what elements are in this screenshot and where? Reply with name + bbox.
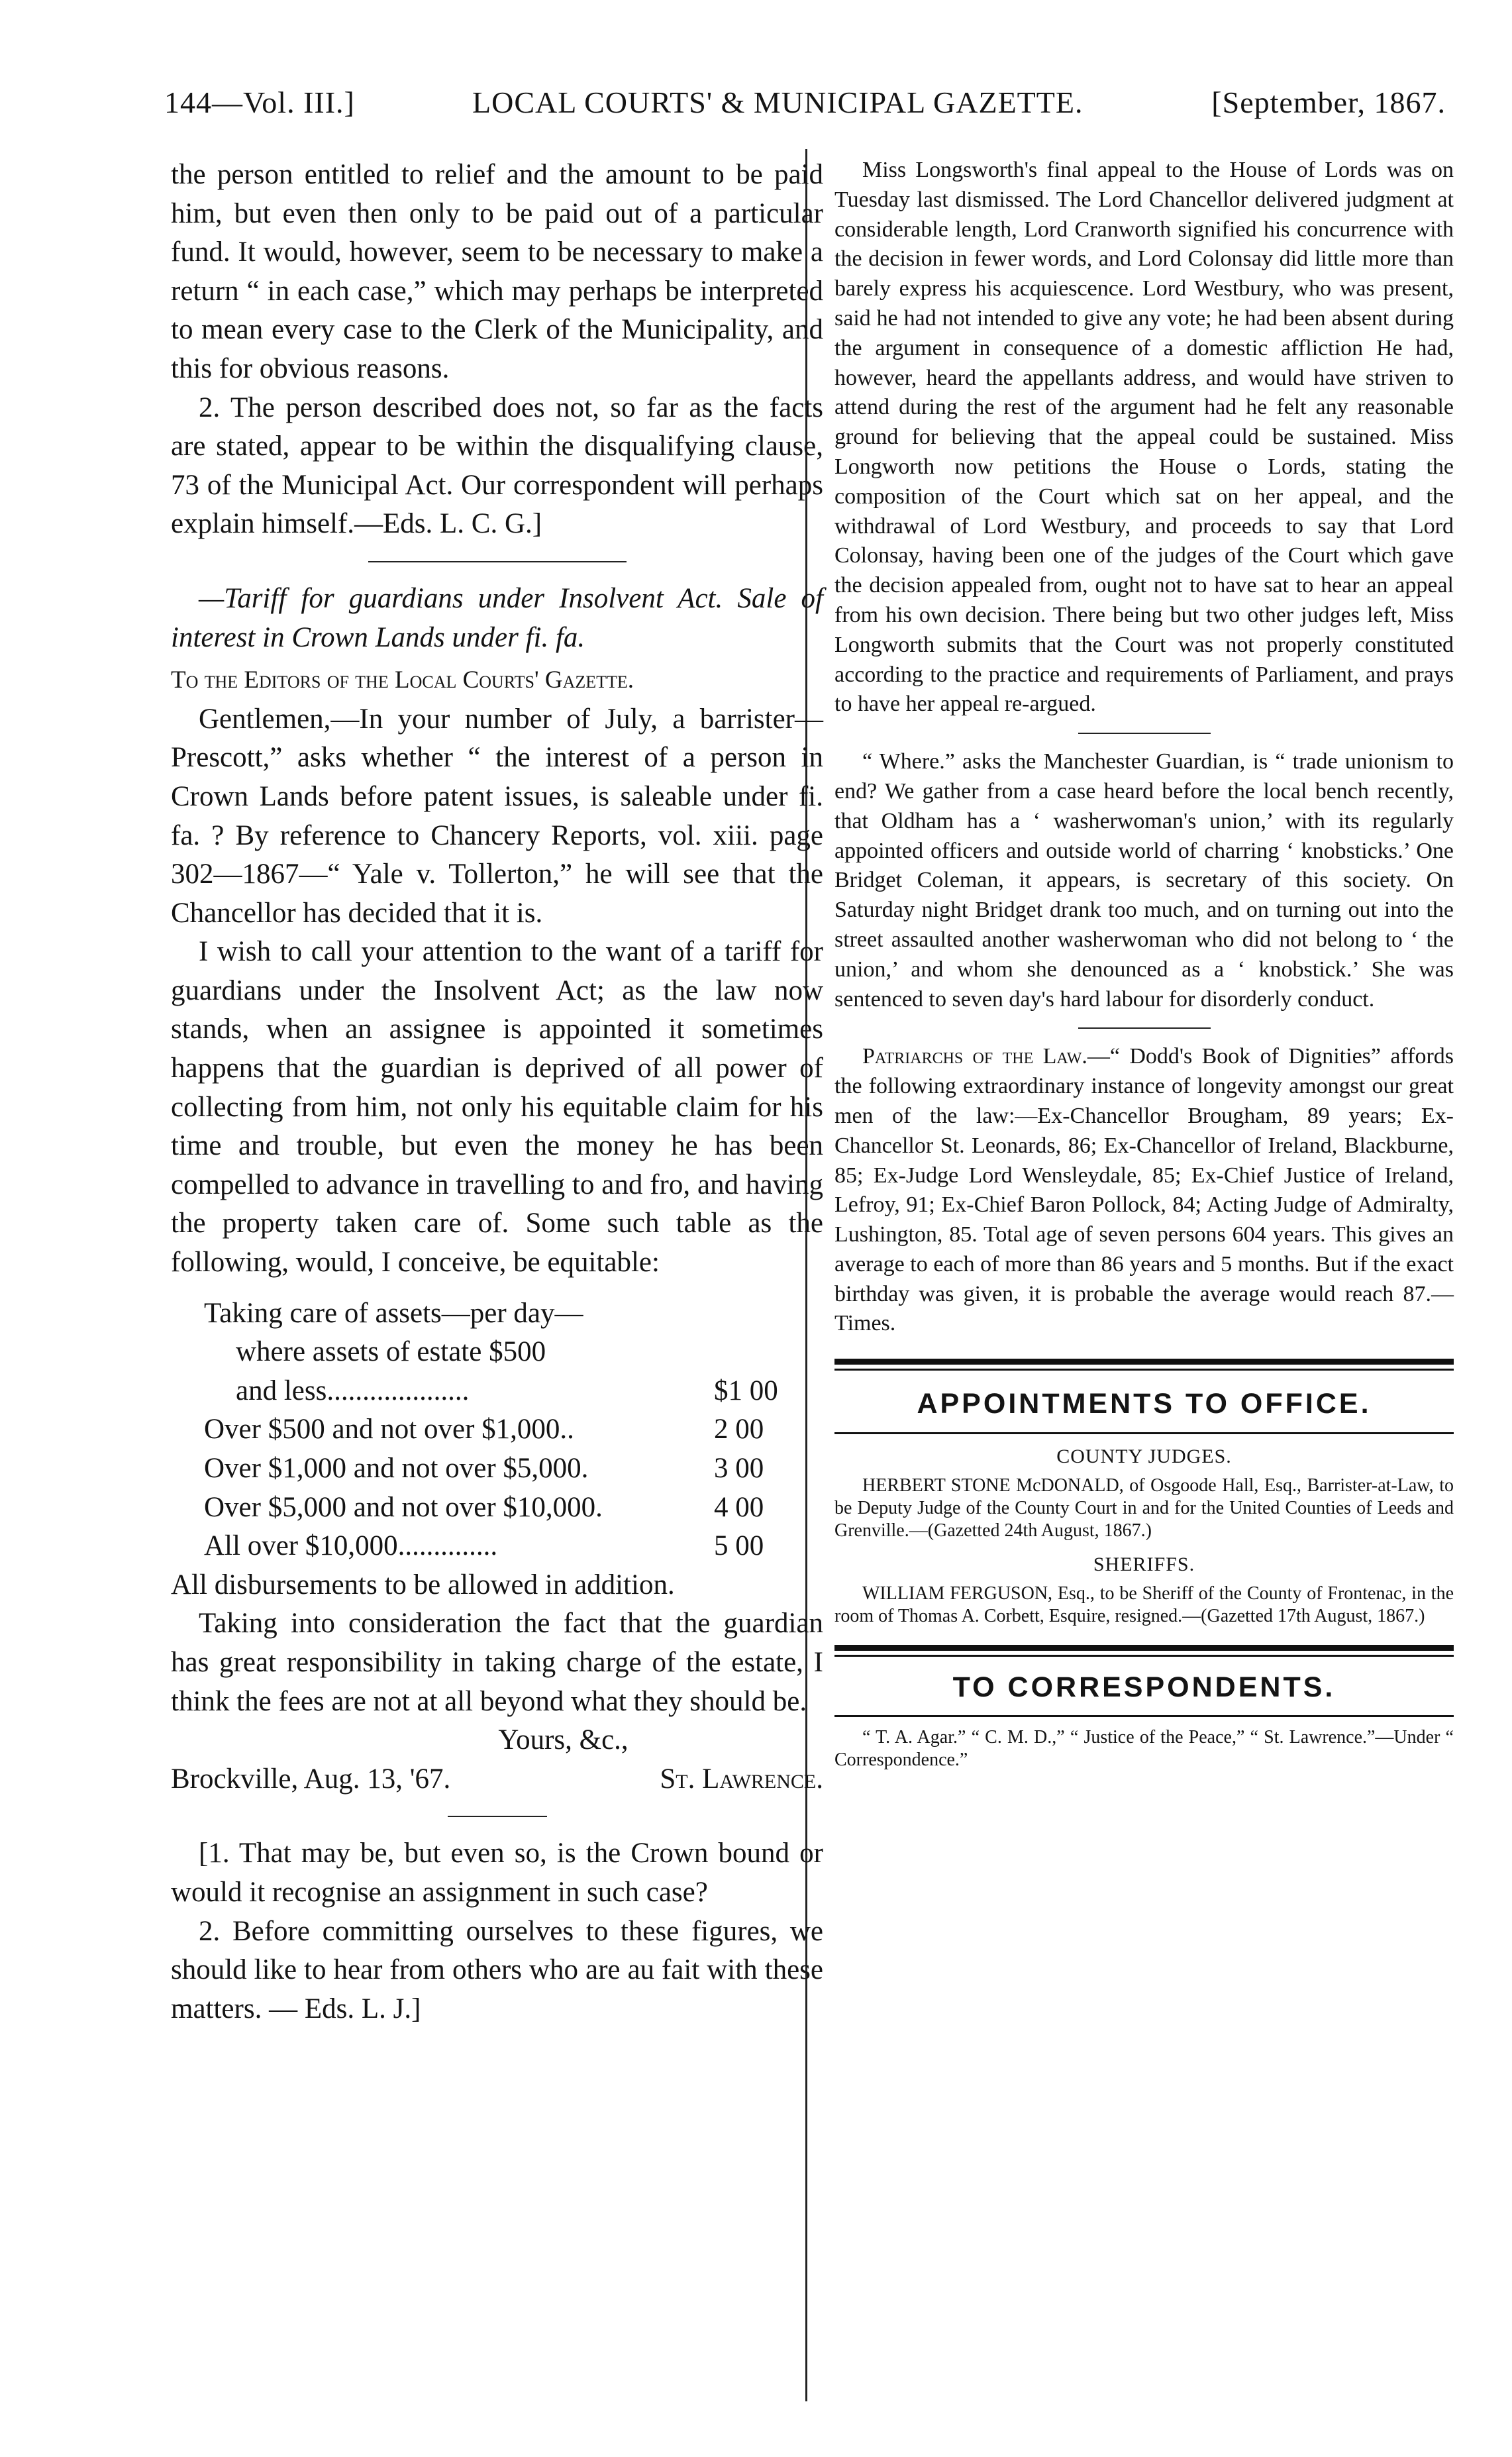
- tariff-table: [204, 1294, 800, 1566]
- issue-date: [September, 1867.: [1211, 85, 1446, 119]
- thin-rule: [834, 1369, 1454, 1371]
- thin-rule: [834, 1715, 1454, 1717]
- tariff-intro-1: Taking care of assets—per day—: [204, 1297, 583, 1329]
- tariff-row-label: Over $1,000 and not over $5,000.: [204, 1453, 589, 1484]
- tariff-row: [204, 1372, 800, 1411]
- correspondents-heading: TO CORRESPONDENTS.: [952, 1671, 1336, 1703]
- editorial-paragraph-2: 2. The person described does not, so far as the facts are stated, appear to be within the disqualifying clause, 73 of the Municipal Act. Our correspondent will perhaps explain himself.—Eds. L. C. G.]: [171, 392, 823, 540]
- tariff-row: [204, 1527, 800, 1566]
- letter-signature-line: [171, 1760, 823, 1799]
- section-rule: [1078, 1027, 1211, 1029]
- tariff-row-amount: 4 00: [714, 1491, 764, 1523]
- right-column: [834, 156, 1454, 1771]
- section-rule: [368, 561, 627, 562]
- gazette-title: LOCAL COURTS' & MUNICIPAL GAZETTE.: [472, 85, 1084, 119]
- news-patriarchs-heading: Patriarchs of the Law.: [862, 1044, 1087, 1069]
- letter-place-date: Brockville, Aug. 13, '67.: [171, 1763, 451, 1795]
- news-patriarchs: [834, 1042, 1454, 1339]
- letter-signature: St. Lawrence.: [660, 1763, 823, 1795]
- tariff-row-label: All over $10,000..............: [204, 1530, 498, 1562]
- tariff-row: [204, 1489, 800, 1528]
- appointments-section: [834, 1359, 1454, 1771]
- tariff-row: [204, 1410, 800, 1449]
- tariff-intro-2: where assets of estate $500: [236, 1336, 546, 1368]
- tariff-row-amount: 5 00: [714, 1530, 764, 1562]
- letter-paragraph-3: All disbursements to be allowed in addition.: [171, 1569, 675, 1600]
- page-header: [164, 85, 1446, 131]
- section-rule: [448, 1816, 547, 1817]
- appointments-heading: APPOINTMENTS TO OFFICE.: [917, 1388, 1372, 1420]
- letter-topic: —Tariff for guardians under Insolvent Act. Sale of interest in Crown Lands under fi. fa.: [171, 582, 823, 653]
- editors-reply-2: 2. Before committing ourselves to these figures, we should like to hear from others who are au fait with these matters. — Eds. L. J.]: [171, 1915, 823, 2024]
- tariff-row-label: Over $5,000 and not over $10,000.: [204, 1491, 603, 1523]
- tariff-row-amount: $1 00: [714, 1375, 778, 1406]
- letter-addressee: To the Editors of the Local Courts' Gazette.: [171, 666, 634, 694]
- page-volume: 144—Vol. III.]: [164, 85, 355, 119]
- letter-paragraph-4: Taking into consideration the fact that the guardian has great responsibility in taking charge of the estate, I think the fees are not at all beyond what they should be.: [171, 1608, 823, 1717]
- editors-reply-1: [1. That may be, but even so, is the Crown bound or would it recognise an assignment in such case?: [171, 1838, 823, 1908]
- county-judges-text: HERBERT STONE McDONALD, of Osgoode Hall, Esq., Barrister-at-Law, to be Deputy Judge of the County Court in and for the United Counties of Leeds and Grenville.—(Gazetted 24th August, 1867.): [834, 1475, 1454, 1541]
- tariff-row-amount: 2 00: [714, 1414, 764, 1445]
- news-patriarchs-text: —“ Dodd's Book of Dignities” affords the following extraordinary instance of longevity amongst our great men of the law:—Ex-Chancellor Brougham, 89 years; Ex-Chancellor St. Leonards, 86; Ex-Chancellor of Ireland, Blackburne, 85; Ex-Judge Lord Wensleydale, 85; Ex-Chief Justice of Ireland, Lefroy, 91; Ex-Chief Baron Pollock, 84; Acting Judge of Admiralty, Lushington, 85. Total age of seven persons 604 years. This gives an average to each of more than 86 years and 5 months. But if the exact birthday was given, it is probable the average would reach 87.—Times.: [834, 1044, 1454, 1336]
- editorial-paragraph-1: the person entitled to relief and the amount to be paid him, but even then only to be paid out of a particular fund. It would, however, seem to be necessary to make a return “ in each case,” which may perhaps be interpreted to mean every case to the Clerk of the Municipality, and this for obvious reasons.: [171, 159, 823, 384]
- sheriffs-text: WILLIAM FERGUSON, Esq., to be Sheriff of the County of Frontenac, in the room of Thomas A. Corbett, Esquire, resigned.—(Gazetted 17th August, 1867.): [834, 1583, 1454, 1626]
- correspondents-text: “ T. A. Agar.” “ C. M. D.,” “ Justice of the Peace,” “ St. Lawrence.”—Under “ Correspondence.”: [834, 1727, 1454, 1771]
- thin-rule: [834, 1655, 1454, 1657]
- left-column: [171, 156, 823, 2028]
- county-judges-heading: COUNTY JUDGES.: [1056, 1445, 1232, 1468]
- tariff-row: [204, 1449, 800, 1489]
- news-trade-unionism: “ Where.” asks the Manchester Guardian, is “ trade unionism to end? We gather from a case heard before the local bench recently, that Oldham has a ‘ washerwoman's union,’ with its regularly appointed officers and outside world of charring ‘ knobsticks.’ One Bridget Coleman, it appears, is secretary of this society. On Saturday night Bridget drank too much, and on turning out into the street assaulted another washerwoman who did not belong to ‘ the union,’ and whom she denounced as a ‘ knobstick.’ She was sentenced to seven day's hard labour for disorderly conduct.: [834, 749, 1454, 1012]
- heavy-rule: [834, 1645, 1454, 1651]
- tariff-row-label: and less....................: [236, 1375, 470, 1406]
- letter-paragraph-2: I wish to call your attention to the want of a tariff for guardians under the Insolvent Act; as the law now stands, when an assignee is appointed it sometimes happens that the guardian is deprived of all power of collecting from him, not only his equitable claim for his time and trouble, but even the money he has been compelled to advance in travelling to and fro, and having the property taken care of. Some such table as the following, would, I conceive, be equitable:: [171, 936, 823, 1279]
- sheriffs-heading: SHERIFFS.: [1093, 1553, 1195, 1575]
- letter-paragraph-1: Gentlemen,—In your number of July, a barrister—Prescott,” asks whether “ the interest of a person in Crown Lands before patent issues, is saleable under fi. fa. ? By reference to Chancery Reports, vol. xiii. page 302—1867—“ Yale v. Tollerton,” he will see that the Chancellor has decided that it is.: [171, 703, 823, 929]
- section-rule: [1078, 733, 1211, 734]
- heavy-rule: [834, 1359, 1454, 1365]
- letter-closing: Yours, &c.,: [498, 1724, 629, 1756]
- news-longworth: Miss Longsworth's final appeal to the House of Lords was on Tuesday last dismissed. The Lord Chancellor delivered judgment at considerable length, Lord Cranworth signified his concurrence with the decision in fewer words, and Lord Colonsay did little more than barely express his acquiescence. Lord Westbury, who was present, said he had not intended to give any vote; he had been absent during the argument in consequence of a domestic affliction He had, however, heard the appellants address, and would have striven to attend during the rest of the argument had he felt any reasonable ground for believing that the appeal could be sustained. Miss Longworth now petitions the House o Lords, stating the composition of the Court which sat on her appeal, and the withdrawal of Lord Westbury, and proceeds to say that Lord Colonsay, having been one of the judges of the Court which gave the decision appealed from, ought not to have sat to hear an appeal from his own decision. There being but two other judges left, Miss Longworth submits that the Court was not properly constituted according to the practice and requirements of Parliament, and prays to have her appeal re-argued.: [834, 158, 1454, 717]
- tariff-row-label: Over $500 and not over $1,000..: [204, 1414, 574, 1445]
- thin-rule: [834, 1432, 1454, 1434]
- tariff-row-amount: 3 00: [714, 1453, 764, 1484]
